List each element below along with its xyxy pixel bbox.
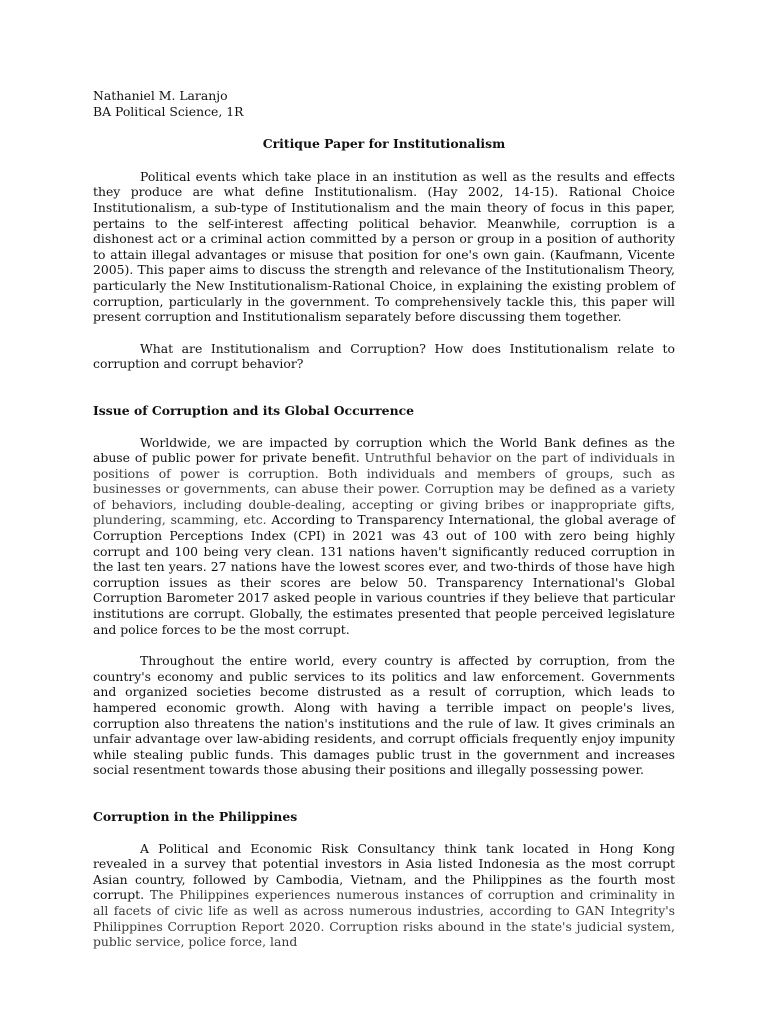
document-body bbox=[93, 88, 675, 950]
paragraph-text: According to Transparency International, the global average of Corruption Perceptions Index (CPI) in 2021 was 43 out of 100 with zero being highly corrupt and 100 being very clean. 131 nations haven't significantly reduced corruption in the last ten years. 27 nations have the lowest scores ever, and two-thirds of those have high corruption issues as their scores are below 50. Transparency International's Global Corruption Barometer 2017 asked people in various countries if they believe that particular institutions are corrupt. Globally, the estimates presented that people perceived legislature and police forces to be the most corrupt. bbox=[93, 512, 675, 637]
global-corruption-paragraph-1 bbox=[93, 435, 675, 638]
global-corruption-paragraph-2: Throughout the entire world, every country is affected by corruption, from the country's economy and public services to its politics and law enforcement. Governments and organized societies become distrusted as a result of corruption, which leads to hampered economic growth. Along with having a terrible impact on people's lives, corruption also threatens the nation's institutions and the rule of law. It gives criminals an unfair advantage over law-abiding residents, and corrupt officials frequently enjoy impunity while stealing public funds. This damages public trust in the government and increases social resentment towards those abusing their positions and illegally possessing power. bbox=[93, 653, 675, 778]
section-heading-philippines: Corruption in the Philippines bbox=[93, 808, 298, 824]
philippines-paragraph-1 bbox=[93, 841, 675, 950]
intro-paragraph: Political events which take place in an institution as well as the results and effects they produce are what define Institutionalism. (Hay 2002, 14-15). Rational Choice Institutionalism, a sub-type of Institutionalism and the main theory of focus in this paper, pertains to the self-interest affecting political behavior. Meanwhile, corruption is a dishonest act or a criminal action committed by a person or group in a position of authority to attain illegal advantages or misuse that position for one's own gain. (Kaufmann, Vicente 2005). This paper aims to discuss the strength and relevance of the Institutionalism Theory, particularly the New Institutionalism-Rational Choice, in explaining the existing problem of corruption, particularly in the government. To comprehensively tackle this, this paper will present corruption and Institutionalism separately before discussing them together. bbox=[93, 168, 675, 325]
section-heading-global-corruption: Issue of Corruption and its Global Occurrence bbox=[93, 402, 415, 418]
paragraph-text: A Political and Economic Risk Consultancy think tank located in Hong Kong revealed in a survey that potential investors in Asia listed Indonesia as the most corrupt Asian country, followed by Cambodia, Vietnam, and the Philippines as the fourth most corrupt. bbox=[93, 840, 675, 903]
research-questions-paragraph: What are Institutionalism and Corruption? How does Institutionalism relate to corruption and corrupt behavior? bbox=[93, 340, 675, 372]
author-block bbox=[93, 88, 675, 119]
author-program: BA Political Science, 1R bbox=[93, 103, 244, 119]
author-name: Nathaniel M. Laranjo bbox=[93, 88, 228, 103]
paragraph-text: Worldwide, we are impacted by corruption which the World Bank defines as the abuse of public power for private benefit. bbox=[93, 434, 675, 466]
paragraph-text-muted: The Philippines experiences numerous instances of corruption and criminality in all facets of civic life as well as across numerous industries, according to GAN Integrity's Philippines Corruption Report 2020. Corruption risks abound in the state's judicial system, public service, police force, land bbox=[93, 887, 675, 950]
paper-title: Critique Paper for Institutionalism bbox=[262, 136, 506, 152]
paragraph-text-muted: Untruthful behavior on the part of individuals in positions of power is corruption. Both individuals and members of groups, such as businesses or governments, can abuse their power. Corruption may be defined as a variety of behaviors, including double-dealing, accepting or giving bribes or inappropriate gifts, plundering, scamming, etc. bbox=[93, 450, 675, 528]
